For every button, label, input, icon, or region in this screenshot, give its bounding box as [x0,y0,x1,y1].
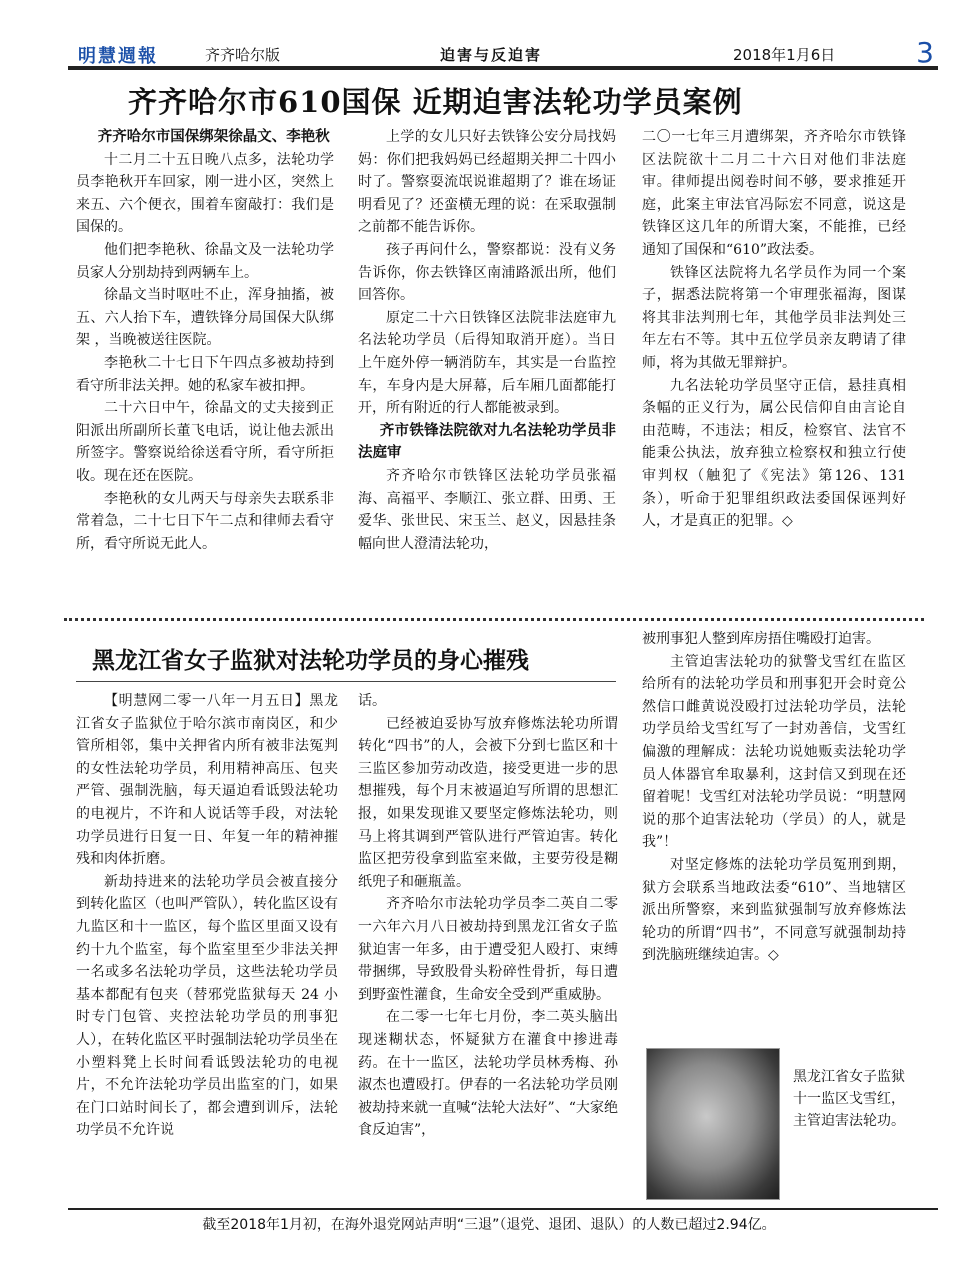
paragraph: 被刑事犯人整到库房捂住嘴殴打迫害。 [642,631,880,647]
portrait-photo [646,1048,780,1200]
article1-title: 齐齐哈尔市610国保 近期迫害法轮功学员案例 [128,85,743,119]
paragraph: 九名法轮功学员坚守正信，悬挂真相条幅的正义行为，属公民信仰自由言论自由范畴，不违法；相反，检察官、法官不能秉公执法，放弃独立检察权和独立行使审判权（触犯了《宪法》第126、131条），听命于犯罪组织政法委国保诬判好人，才是真正的犯罪。◇ [642,377,906,530]
paragraph: 徐晶文当时呕吐不止，浑身抽搐，被五、六人抬下车，遭铁锋分局国保大队绑架 ，当晚被送往医院。 [76,287,334,349]
article2-column-2 [358,690,618,1186]
paragraph: 齐齐哈尔市法轮功学员李二英自二零一六年六月八日被劫持到黑龙江省女子监狱迫害一年多，由于遭受犯人殴打、束缚带捆绑，导致股骨头粉碎性骨折，每日遭到野蛮性灌食，生命安全受到严重威胁。 [358,896,618,1003]
paragraph: 铁锋区法院将九名学员作为同一个案子，据悉法院将第一个审理张福海，图谋将其非法判刑七年，其他学员非法判处三年左右不等。其中五位学员亲友聘请了律师，将为其做无罪辩护。 [642,264,906,371]
article1-subhead-1: 齐齐哈尔市国保绑架徐晶文、李艳秋 [97,129,330,145]
paragraph: 话。 [358,693,386,709]
paragraph: 十二月二十五日晚八点多，法轮功学员李艳秋开车回家，刚一进小区，突然上来五、六个便衣，围着车窗敲打：我们是国保的。 [76,151,334,236]
footer-notice: 截至2018年1月初，在海外退党网站声明“三退”（退党、退团、退队）的人数已超过2.94亿。 [202,1217,776,1233]
header-rule [68,66,938,70]
paragraph: 主管迫害法轮功的狱警戈雪红在监区给所有的法轮功学员和刑事犯开会时竟公然信口雌黄说没殴打过法轮功学员，法轮功学员给戈雪红写了一封劝善信，戈雪红偏激的理解成：法轮功说她贩卖法轮功学员人体器官牟取暴利，这封信又到现在还留着呢！戈雪红对法轮功学员说：“明慧网说的那个迫害法轮功（学员）的人，就是我”！ [642,653,906,851]
paragraph: 李艳秋二十七日下午四点多被劫持到看守所非法关押。她的私家车被扣押。 [76,354,334,394]
article1-column-2 [358,126,616,606]
paragraph: 【明慧网二零一八年一月五日】黑龙江省女子监狱位于哈尔滨市南岗区，和少管所相邻，集中关押省内所有被非法冤判的女性法轮功学员，利用精神高压、包夹严管、强制洗脑，每天逼迫看诋毁法轮功的电视片，不许和人说话等手段，对法轮功学员进行日复一日、年复一年的精神摧残和肉体折磨。 [76,693,338,868]
paragraph: 齐齐哈尔市铁锋区法轮功学员张福海、高福平、李顺江、张立群、田勇、王爱华、张世民、宋玉兰、赵义，因悬挂条幅向世人澄清法轮功， [358,467,616,552]
page-number: 3 [916,36,934,69]
paragraph: 在二零一七年七月份，李二英头脑出现迷糊状态，怀疑狱方在灌食中掺进毒药。在十一监区，法轮功学员林秀梅、孙淑杰也遭殴打。伊春的一名法轮功学员刚被劫持来就一直喊“法轮大法好”、“大家绝食反迫害”， [358,1009,618,1139]
paragraph: 原定二十六日铁锋区法院非法庭审九名法轮功学员（后得知取消开庭）。当日上午庭外停一辆消防车，其实是一台监控车，车身内是大屏幕，后车厢几面都能打开，所有附近的行人都能被录到。 [358,309,616,417]
paragraph: 孩子再问什么，警察都说：没有义务告诉你，你去铁锋区南浦路派出所，他们回答你。 [358,241,616,304]
paragraph: 李艳秋的女儿两天与母亲失去联系非常着急，二十七日下午二点和律师去看守所，看守所说无此人。 [76,490,334,552]
paragraph: 二〇一七年三月遭绑架，齐齐哈尔市铁锋区法院欲十二月二十六日对他们非法庭审。律师提出阅卷时间不够，要求推延开庭，此案主审法官冯际宏不同意，说这是铁锋区这几年的所谓大案，不能推，已经通知了国保和“610”政法委。 [642,129,906,258]
article1-column-1 [76,126,334,606]
edition-label: 齐齐哈尔版 [205,46,281,64]
paragraph: 二十六日中午，徐晶文的丈夫接到正阳派出所副所长董飞电话，说让他去派出所签字。警察说给徐送看守所，看守所拒收。现在还在医院。 [76,400,334,484]
paragraph: 他们把李艳秋、徐晶文及一法轮功学员家人分别劫持到两辆车上。 [76,241,334,281]
paragraph: 对坚定修炼的法轮功学员冤刑到期，狱方会联系当地政法委“610”、当地辖区派出所警察，来到监狱强制写放弃修炼法轮功的所谓“四书”，不同意写就强制劫持到洗脑班继续迫害。◇ [642,856,906,964]
article2-column-1 [76,690,338,1186]
issue-date: 2018年1月6日 [733,46,836,64]
article2-title: 黑龙江省女子监狱对法轮功学员的身心摧残 [92,647,529,674]
photo-caption: 黑龙江省女子监狱十一监区戈雪红，主管迫害法轮功。 [793,1069,905,1129]
paragraph: 已经被迫妥协写放弃修炼法轮功所谓转化“四书”的人，会被下分到七监区和十三监区参加劳动改造，接受更进一步的思想摧残，每个月末被逼迫写所谓的思想汇报，如果发现谁又要坚定修炼法轮功，则马上将其调到严管队进行严管迫害。转化监区把劳役拿到监室来做，主要劳役是糊纸兜子和砸瓶盖。 [358,715,618,890]
section-label: 迫害与反迫害 [440,46,543,64]
paragraph: 新劫持进来的法轮功学员会被直接分到转化监区（也叫严管队），转化监区设有九监区和十一监区，每个监区里面又设有约十九个监室，每个监室里至少非法关押一名或多名法轮功学员，这些法轮功学员基本都配有包夹（替邪党监狱每天 24 小时专门包管、夹控法轮功学员的刑事犯人），在转化监区平时强制法轮功学员坐在小塑料凳上长时间看诋毁法轮功的电视片，不允许法轮功学员出监室的门，如果在门口站时间长了，都会遭到训斥，法轮功学员不允许说 [76,873,338,1139]
section-divider [64,618,924,621]
title-underline [76,681,616,682]
article1-column-3 [642,126,906,606]
article2-column-3 [642,628,906,1044]
article1-subhead-2: 齐市铁锋法院欲对九名法轮功学员非法庭审 [358,422,616,462]
paragraph: 上学的女儿只好去铁锋公安分局找妈妈：你们把我妈妈已经超期关押二十四小时了。警察耍流氓说谁超期了？谁在场证明看见了？还蛮横无理的说：在采取强制之前都不能告诉你。 [358,129,616,236]
footer-rule [68,1208,938,1210]
masthead: 明慧週報 [78,46,158,67]
